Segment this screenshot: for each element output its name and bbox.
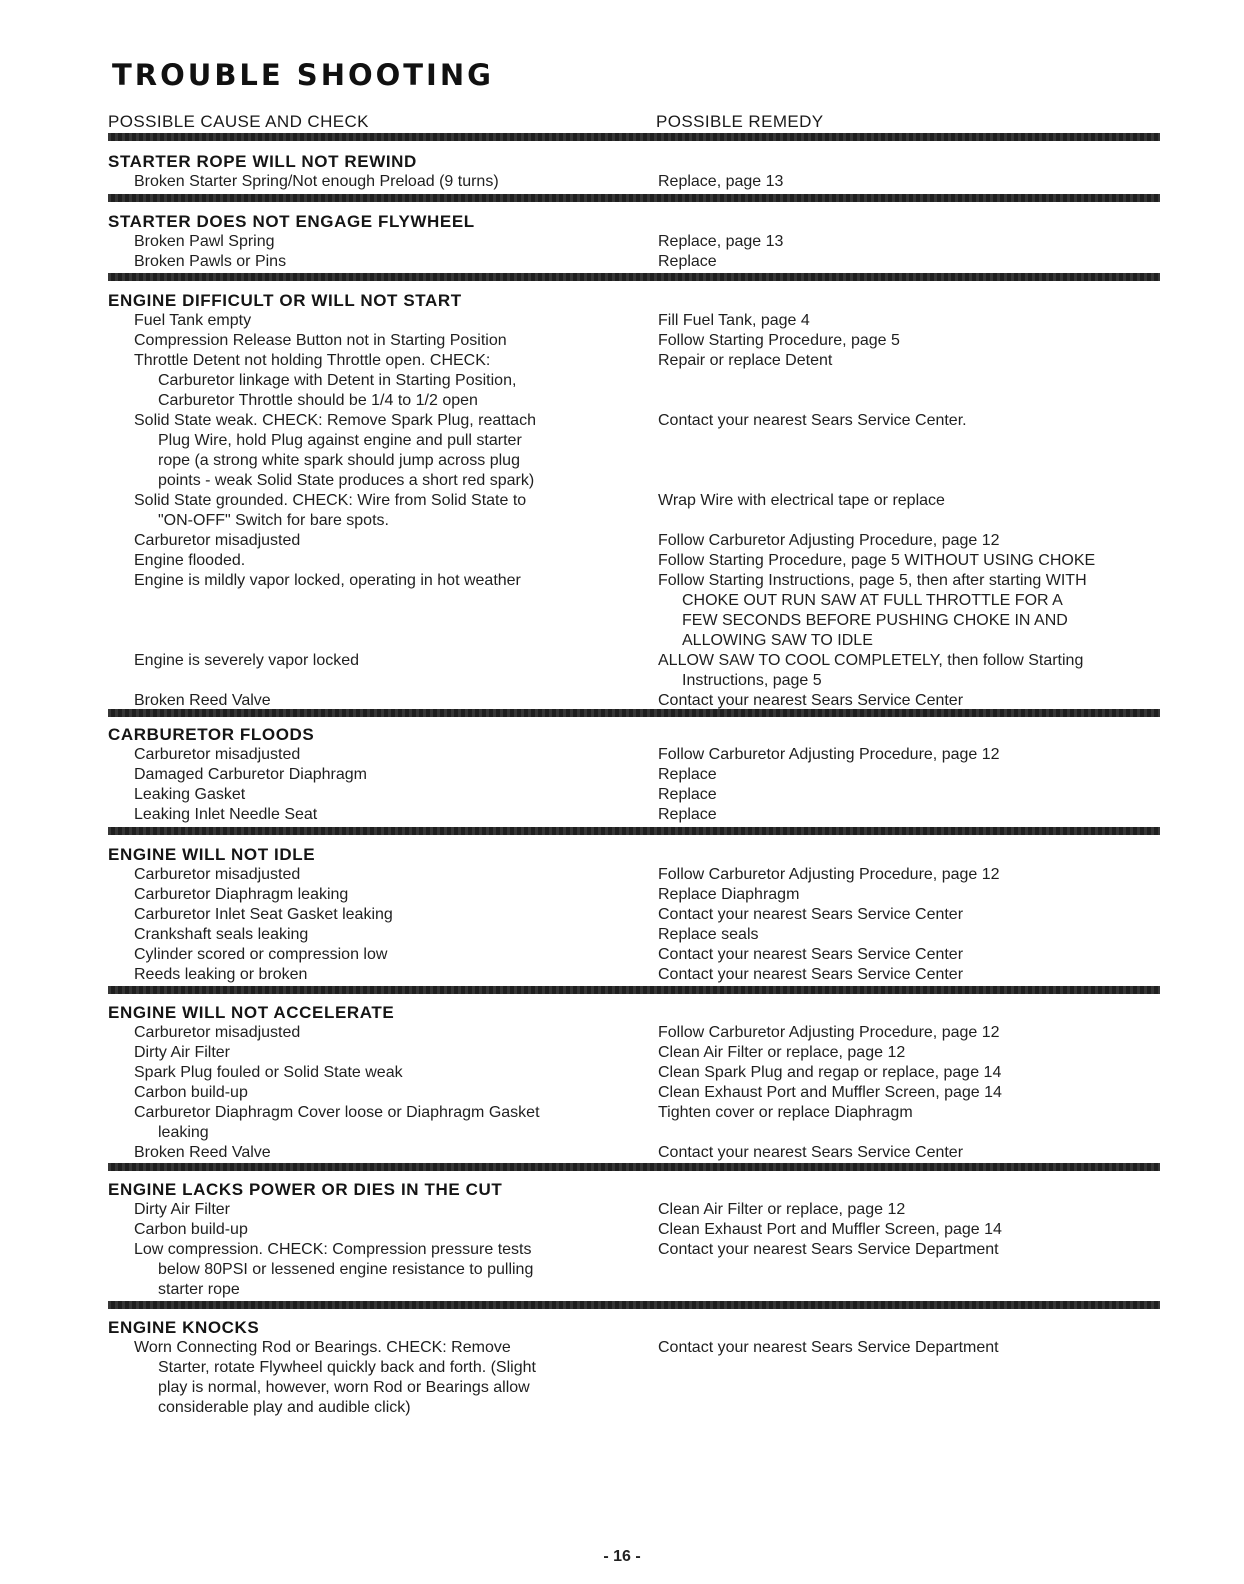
trouble-row [108, 905, 1160, 925]
cause-cell: Leaking Gasket [134, 786, 246, 803]
remedy-cell: Contact your nearest Sears Service Center [658, 946, 964, 963]
trouble-row [108, 965, 1160, 985]
remedy-cell: Tighten cover or replace Diaphragm [658, 1104, 913, 1121]
cause-cell: Carbon build-up [134, 1084, 248, 1101]
page-title: TROUBLE SHOOTING [112, 58, 494, 92]
section-engine-knocks [108, 1318, 1160, 1418]
remedy-cell: Follow Starting Procedure, page 5 WITHOUT USING CHOKE [658, 552, 1096, 569]
cause-cell: Dirty Air Filter [134, 1201, 230, 1218]
cause-cell: Carburetor misadjusted [134, 746, 301, 763]
cause-cell: Solid State grounded. CHECK: Wire from Solid State to "ON-OFF" Switch for bare spots. [134, 492, 527, 529]
cause-cell: Carburetor Inlet Seat Gasket leaking [134, 906, 393, 923]
divider-bar [108, 986, 1160, 994]
remedy-cell: Contact your nearest Sears Service Center [658, 692, 964, 709]
cause-cell: Fuel Tank empty [134, 312, 252, 329]
trouble-row [108, 491, 1160, 531]
cause-cell: Carburetor misadjusted [134, 1024, 301, 1041]
trouble-row [108, 691, 1160, 711]
remedy-cell: Contact your nearest Sears Service Center [658, 1144, 964, 1161]
trouble-row [108, 1063, 1160, 1083]
cause-cell: Engine is mildly vapor locked, operating in hot weather [134, 572, 521, 589]
section-title: ENGINE LACKS POWER OR DIES IN THE CUT [108, 1180, 503, 1199]
trouble-row [108, 805, 1160, 825]
trouble-row [108, 745, 1160, 765]
trouble-row [108, 571, 1160, 651]
cause-cell: Carburetor misadjusted [134, 866, 301, 883]
remedy-cell: Clean Air Filter or replace, page 12 [658, 1044, 906, 1061]
section-engine-will-not-accelerate [108, 1003, 1160, 1163]
remedy-cell: Contact your nearest Sears Service Center [658, 906, 964, 923]
remedy-cell: Replace seals [658, 926, 759, 943]
cause-cell: Carburetor misadjusted [134, 532, 301, 549]
remedy-cell: Repair or replace Detent [658, 352, 833, 369]
section-title: ENGINE WILL NOT ACCELERATE [108, 1003, 395, 1022]
trouble-row [108, 311, 1160, 331]
cause-cell: Cylinder scored or compression low [134, 946, 388, 963]
trouble-row [108, 331, 1160, 351]
remedy-cell: Follow Carburetor Adjusting Procedure, page 12 [658, 532, 1000, 549]
remedy-cell: Replace [658, 253, 717, 270]
page-number: - 16 - [603, 1548, 641, 1565]
section-starter-flywheel [108, 212, 1160, 272]
cause-cell: Broken Reed Valve [134, 1144, 271, 1161]
trouble-row [108, 1103, 1160, 1143]
cause-cell: Broken Reed Valve [134, 692, 271, 709]
trouble-row [108, 252, 1160, 272]
trouble-row [108, 765, 1160, 785]
remedy-cell: Follow Starting Procedure, page 5 [658, 332, 900, 349]
remedy-cell: Contact your nearest Sears Service Center. [658, 412, 967, 429]
remedy-cell: Replace, page 13 [658, 173, 784, 190]
remedy-cell: Clean Exhaust Port and Muffler Screen, page 14 [658, 1084, 1002, 1101]
remedy-cell: Clean Spark Plug and regap or replace, page 14 [658, 1064, 1002, 1081]
remedy-cell: Follow Carburetor Adjusting Procedure, page 12 [658, 1024, 1000, 1041]
divider-bar [108, 273, 1160, 281]
section-engine-will-not-start [108, 291, 1160, 711]
section-engine-lacks-power [108, 1180, 1160, 1300]
cause-cell: Engine is severely vapor locked [134, 652, 360, 669]
section-title: ENGINE DIFFICULT OR WILL NOT START [108, 291, 462, 310]
remedy-cell: Replace, page 13 [658, 233, 784, 250]
remedy-cell: Fill Fuel Tank, page 4 [658, 312, 810, 329]
trouble-row [108, 232, 1160, 252]
remedy-cell: Follow Starting Instructions, page 5, then after starting WITH CHOKE OUT RUN SAW AT FULL THROTTLE FOR A FEW SECONDS BEFORE PUSHING CHOKE IN AND ALLOWING SAW TO IDLE [658, 572, 1087, 649]
cause-cell: Spark Plug fouled or Solid State weak [134, 1064, 403, 1081]
trouble-row [108, 945, 1160, 965]
trouble-row [108, 651, 1160, 691]
remedy-cell: Clean Air Filter or replace, page 12 [658, 1201, 906, 1218]
trouble-row [108, 1220, 1160, 1240]
cause-cell: Carburetor Diaphragm leaking [134, 886, 349, 903]
cause-cell: Compression Release Button not in Starting Position [134, 332, 507, 349]
divider-bar [108, 194, 1160, 202]
trouble-row [108, 172, 1160, 192]
section-engine-will-not-idle [108, 845, 1160, 985]
remedy-cell: Wrap Wire with electrical tape or replace [658, 492, 945, 509]
trouble-row [108, 865, 1160, 885]
trouble-row [108, 1338, 1160, 1418]
section-title: STARTER ROPE WILL NOT REWIND [108, 152, 417, 171]
trouble-row [108, 1083, 1160, 1103]
cause-cell: Broken Starter Spring/Not enough Preload (9 turns) [134, 173, 499, 190]
cause-cell: Low compression. CHECK: Compression pressure tests below 80PSI or lessened engine resistance to pulling starter rope [134, 1241, 534, 1298]
section-title: STARTER DOES NOT ENGAGE FLYWHEEL [108, 212, 475, 231]
trouble-row [108, 1143, 1160, 1163]
cause-cell: Damaged Carburetor Diaphragm [134, 766, 367, 783]
cause-cell: Dirty Air Filter [134, 1044, 230, 1061]
cause-cell: Engine flooded. [134, 552, 246, 569]
trouble-row [108, 1200, 1160, 1220]
trouble-row [108, 531, 1160, 551]
remedy-cell: Contact your nearest Sears Service Department [658, 1241, 999, 1258]
section-starter-rope [108, 152, 1160, 192]
cause-cell: Broken Pawl Spring [134, 233, 275, 250]
remedy-cell: Contact your nearest Sears Service Department [658, 1339, 999, 1356]
section-carburetor-floods [108, 725, 1160, 825]
cause-cell: Worn Connecting Rod or Bearings. CHECK: Remove Starter, rotate Flywheel quickly back and forth. (Slight play is normal, however, worn Rod or Bearings allow considerable play and audible click) [134, 1339, 536, 1416]
cause-cell: Solid State weak. CHECK: Remove Spark Plug, reattach Plug Wire, hold Plug against engine and pull starter rope (a strong white spark should jump across plug points - weak Solid State produces a short red spark) [134, 412, 536, 489]
cause-cell: Reeds leaking or broken [134, 966, 308, 983]
divider-bar [108, 133, 1160, 141]
divider-bar [108, 827, 1160, 835]
section-title: CARBURETOR FLOODS [108, 725, 315, 744]
trouble-row [108, 925, 1160, 945]
trouble-row [108, 411, 1160, 491]
remedy-cell: Replace [658, 766, 717, 783]
trouble-row [108, 351, 1160, 411]
trouble-row [108, 1023, 1160, 1043]
remedy-cell: Replace [658, 786, 717, 803]
trouble-row [108, 1240, 1160, 1300]
divider-bar [108, 1163, 1160, 1171]
cause-cell: Crankshaft seals leaking [134, 926, 309, 943]
trouble-row [108, 551, 1160, 571]
remedy-cell: Follow Carburetor Adjusting Procedure, page 12 [658, 746, 1000, 763]
cause-column-header: POSSIBLE CAUSE AND CHECK [108, 112, 369, 131]
remedy-cell: Clean Exhaust Port and Muffler Screen, page 14 [658, 1221, 1002, 1238]
section-title: ENGINE WILL NOT IDLE [108, 845, 316, 864]
remedy-cell: Replace [658, 806, 717, 823]
remedy-cell: Replace Diaphragm [658, 886, 800, 903]
cause-cell: Broken Pawls or Pins [134, 253, 287, 270]
section-title: ENGINE KNOCKS [108, 1318, 260, 1337]
cause-cell: Carburetor Diaphragm Cover loose or Diaphragm Gasket leaking [134, 1104, 540, 1141]
divider-bar [108, 709, 1160, 717]
cause-cell: Leaking Inlet Needle Seat [134, 806, 318, 823]
trouble-row [108, 785, 1160, 805]
cause-cell: Throttle Detent not holding Throttle open. CHECK: Carburetor linkage with Detent in Starting Position, Carburetor Throttle should be 1/4 to 1/2 open [134, 352, 517, 409]
remedy-column-header: POSSIBLE REMEDY [656, 112, 824, 131]
trouble-row [108, 1043, 1160, 1063]
remedy-cell: Contact your nearest Sears Service Center [658, 966, 964, 983]
divider-bar [108, 1301, 1160, 1309]
cause-cell: Carbon build-up [134, 1221, 248, 1238]
remedy-cell: ALLOW SAW TO COOL COMPLETELY, then follow Starting Instructions, page 5 [658, 652, 1084, 689]
remedy-cell: Follow Carburetor Adjusting Procedure, page 12 [658, 866, 1000, 883]
trouble-row [108, 885, 1160, 905]
